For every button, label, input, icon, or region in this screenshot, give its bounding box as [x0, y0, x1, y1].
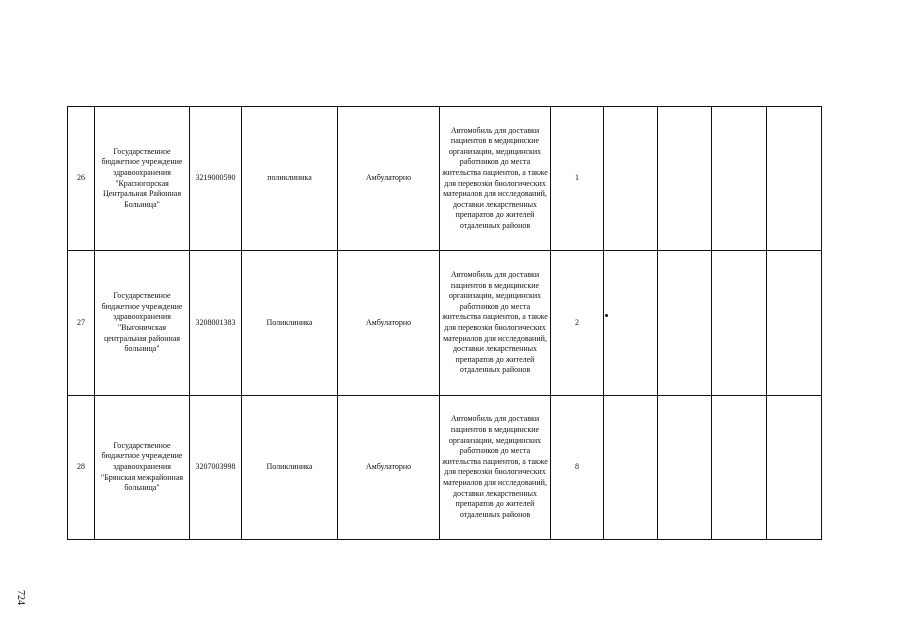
empty-cell [658, 395, 712, 539]
inn-code: 3208001383 [190, 251, 242, 395]
institution-name: Государственное бюджетное учреждение здравоохранения "Красногорская Центральная Районная Больница" [95, 107, 190, 251]
empty-cell [712, 107, 767, 251]
inn-code: 3219000590 [190, 107, 242, 251]
scan-speck [605, 314, 608, 317]
row-number: 28 [68, 395, 95, 539]
empty-cell [604, 251, 658, 395]
empty-cell [767, 395, 822, 539]
vehicle-allocation-table [67, 106, 822, 540]
vehicle-count: 1 [551, 107, 604, 251]
empty-cell [712, 251, 767, 395]
facility-type: Поликлиника [242, 251, 338, 395]
care-mode: Амбулаторно [338, 395, 440, 539]
vehicle-purpose: Автомобиль для доставки пациентов в медицинские организации, медицинских работников до места жительства пациентов, а также для перевозки биологических материалов для исследований, доставки лекарственных препаратов до жителей отдаленных районов [440, 107, 551, 251]
empty-cell [767, 107, 822, 251]
row-number: 26 [68, 107, 95, 251]
table-row [68, 251, 822, 395]
page-number: 724 [15, 590, 26, 605]
empty-cell [658, 251, 712, 395]
table-row [68, 107, 822, 251]
row-number: 27 [68, 251, 95, 395]
vehicle-count: 2 [551, 251, 604, 395]
empty-cell [604, 395, 658, 539]
inn-code: 3207003998 [190, 395, 242, 539]
vehicle-count: 8 [551, 395, 604, 539]
empty-cell [658, 107, 712, 251]
table-row [68, 395, 822, 539]
empty-cell [712, 395, 767, 539]
vehicle-purpose: Автомобиль для доставки пациентов в медицинские организации, медицинских работников до места жительства пациентов, а также для перевозки биологических материалов для исследований, доставки лекарственных препаратов до жителей отдаленных районов [440, 251, 551, 395]
care-mode: Амбулаторно [338, 251, 440, 395]
care-mode: Амбулаторно [338, 107, 440, 251]
facility-type: Поликлиника [242, 395, 338, 539]
institution-name: Государственное бюджетное учреждение здравоохранения "Брянская межрайонная больница" [95, 395, 190, 539]
institution-name: Государственное бюджетное учреждение здравоохранения "Выгоничская центральная районная больница" [95, 251, 190, 395]
empty-cell [767, 251, 822, 395]
empty-cell [604, 107, 658, 251]
facility-type: поликлиника [242, 107, 338, 251]
vehicle-purpose: Автомобиль для доставки пациентов в медицинские организации, медицинских работников до места жительства пациентов, а также для перевозки биологических материалов для исследований, доставки лекарственных препаратов до жителей отдаленных районов [440, 395, 551, 539]
